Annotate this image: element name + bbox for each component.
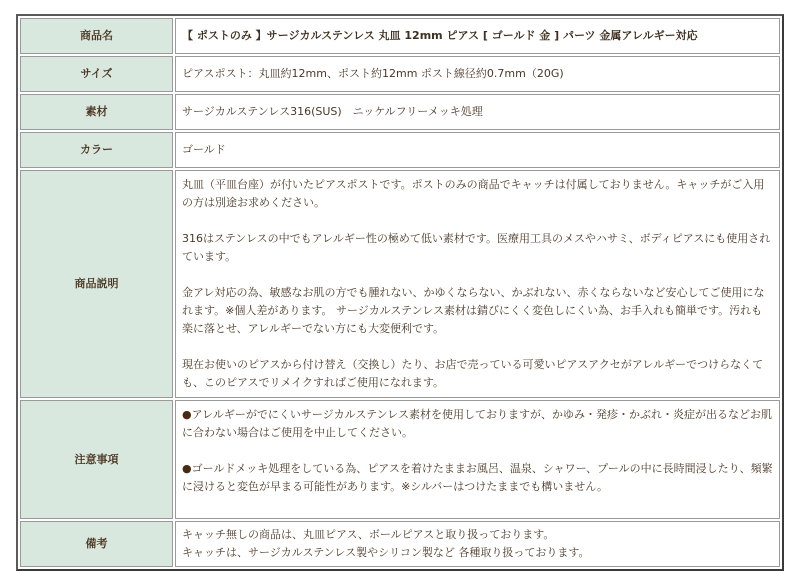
row-material [20,94,780,130]
label-color: カラー [20,132,173,168]
row-color [20,132,780,168]
row-remarks [20,521,780,567]
description-paragraph: 丸皿（平皿台座）が付いたピアスポストです。ポストのみの商品でキャッチは付属しておりません。キャッチがご入用の方は別途お求めください。 [182,178,765,209]
precaution-item [182,460,773,496]
label-product-name: 商品名 [20,18,173,54]
bullet-icon: ● [182,462,192,475]
value-size: ピアスポスト：丸皿約12mm、ポスト約12mm ポスト線径約0.7mm（20G) [175,56,780,92]
label-precautions: 注意事項 [20,400,173,519]
label-description: 商品説明 [20,170,173,398]
row-description [20,170,780,398]
label-remarks: 備考 [20,521,173,567]
label-size: サイズ [20,56,173,92]
bullet-icon: ● [182,408,192,421]
precaution-text: アレルギーがでにくいサージカルステンレス素材を使用しておりますが、かゆみ・発疹・かぶれ・炎症が出るなどお肌に合わない場合はご使用を中止してください。 [182,408,772,439]
row-product-name [20,18,780,54]
value-material: サージカルステンレス316(SUS) ニッケルフリーメッキ処理 [175,94,780,130]
label-material: 素材 [20,94,173,130]
precaution-item [182,406,773,442]
value-precautions [175,400,780,519]
value-product-name: 【 ポストのみ 】サージカルステンレス 丸皿 12mm ピアス [ ゴールド 金 ] パーツ 金属アレルギー対応 [175,18,780,54]
row-precautions [20,400,780,519]
remarks-line: キャッチは、サージカルステンレス製やシリコン製など 各種取り扱っております。 [182,546,590,559]
remarks-line: キャッチ無しの商品は、丸皿ピアス、ボールピアスと取り扱っております。 [182,528,555,541]
description-paragraph: 316はステンレスの中でもアレルギー性の極めて低い素材です。医療用工具のメスやハサミ、ボディピアスにも使用されています。 [182,232,771,263]
value-remarks [175,521,780,567]
description-paragraph: 金アレ対応の為、敏感なお肌の方でも腫れない、かゆくならない、かぶれない、赤くならないなど安心してご使用になれます。※個人差があります。 サージカルステンレス素材は錆びにくく変色しにくい為、お手入れも簡単です。汚れも楽に落とせ、アレルギーでない方にも大変便利です。 [182,286,765,335]
value-description [175,170,780,398]
precaution-text: ゴールドメッキ処理をしている為、ピアスを着けたままお風呂、温泉、シャワー、プールの中に長時間浸したり、頻繁に浸けると変色が早まる可能性があります。※シルバーはつけたままでも構いません。 [182,462,773,493]
value-color: ゴールド [175,132,780,168]
description-paragraph: 現在お使いのピアスから付け替え（交換し）たり、お店で売っている可愛いピアスアクセがアレルギーでつけらなくても、このピアスでリメイクすればご使用になれます。 [182,358,764,389]
product-spec-table [16,14,784,571]
row-size [20,56,780,92]
